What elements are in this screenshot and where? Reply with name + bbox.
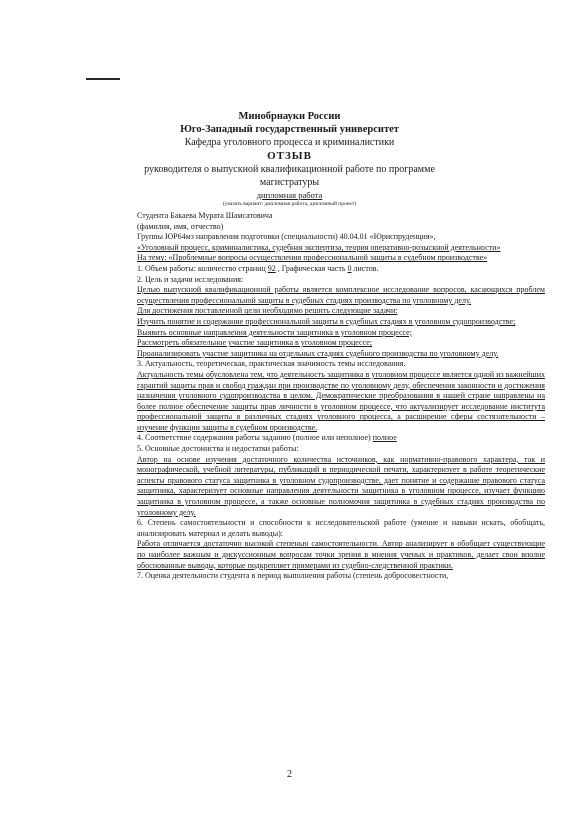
section-4-line [137,433,545,444]
group-line: Группы ЮР64мз направления подготовки (специальности) 40.04.01 «Юриспруденция», [137,232,436,242]
student-line: Студента Бакаева Мурата Шамсатовича [137,211,273,220]
task-1: Изучить понятие и содержание профессиональной защиты в судебных стадиях в уголовном судопроизводстве; [137,316,516,326]
degree-line: магистратуры [259,177,320,188]
topic-line: На тему: «Проблемные вопросы осуществления профессиональной защиты в судебном производстве» [137,253,488,263]
pages-value: 92 [267,263,276,273]
task-2: Выявить основные направления деятельности защитника в уголовном процессе; [137,327,412,337]
task-3: Рассмотреть обязательное участие защитника в уголовном процессе; [137,338,372,348]
section-7-title: 7. Оценка деятельности студента в период выполнения работы (степень добросовестности, [137,571,449,581]
university-heading: Юго-Западный государственный университет [180,124,399,135]
section-5-title: 5. Основные достоинства и недостатки работы: [137,444,299,454]
profile-line: «Уголовный процесс, криминалистика, судебная экспертиза, теория оперативно-розыскной деятельности» [137,242,501,252]
task-4: Проанализировать участие защитника на отдельных стадиях судебного производства по уголовному делу. [137,348,499,358]
review-body [137,211,545,582]
volume-line [137,264,545,275]
document-subtitle: руководителя о выпускной квалификационной работе по программе [144,164,435,175]
department-heading: Кафедра уголовного процесса и криминалистики [184,137,395,148]
tasks-intro: Для достижения поставленной цели необходимо решить следующие задачи: [137,306,398,316]
top-dash-mark [86,78,120,80]
volume-prefix: 1. Объем работы: количество страниц [137,263,268,273]
goal-text: Целью выпускной квалификационной работы является комплексное исследование вопросов, касающихся проблем осуществления профессиональной защиты в судебных стадиях производства по уголовному делу. [137,285,545,305]
work-type-hint: (указать вариант: дипломная работа, дипломный проект) [222,201,357,207]
merits-text: Автор на основе изучения достаточного количества источников, как нормативно-правового характера, так и монографической, учебной литературы, публикаций в периодической печати, характеризует в работе теоретические аспекты правового статуса защитника в уголовном судопроизводстве, дает понятие и содержание правового статуса защитника, характеризует основные направления деятельности защитника в уголовном процессе, изучает функцию защитника в уголовном процессе, а также основные полномочия защитника в судебных стадиях производства по уголовному делу. [137,454,545,517]
section-4-value: полное [372,433,397,443]
volume-suffix: листов. [351,263,379,273]
graphics-value: 0 [347,263,352,273]
volume-mid: , Графическая часть [275,263,348,273]
document-title: ОТЗЫВ [267,150,312,162]
section-6-title: 6. Степень самостоятельности и способности к исследовательской работе (умение и навыки искать, обобщать, анализировать материал и делать выводы): [137,518,545,538]
section-3-title: 3. Актуальность, теоретическая, практическая значимость темы исследования. [137,359,406,369]
work-type: дипломная работа [256,190,323,200]
section-4-text: 4. Соответствие содержания работы заданию (полное или неполное) [137,433,373,443]
relevance-text: Актуальность темы обусловлена тем, что деятельность защитника в уголовном процессе является одной из важнейших гарантий защиты прав и свобод граждан при производстве по уголовному делу, обеспечения законности и достижения назначения уголовного судопроизводства в целом. Демократические преобразования в нашей стране направлены на более полное обеспечение защиты прав личности в уголовном процессе, что актуализирует исследование института профессиональной защиты в различных стадиях уголовного процесса, а расширение сферы состязательности – изучение функции защиты в судебном производстве. [137,369,545,432]
ministry-heading: Минобрнауки России [238,111,341,122]
page-number: 2 [287,769,292,780]
section-2-title: 2. Цель и задачи исследования: [137,274,244,284]
student-hint: (фамилия, имя, отчество) [137,221,224,231]
independence-text: Работа отличается достаточно высокой степенью самостоятельности. Автор анализирует в обобщает существующие по наиболее важным и дискуссионным вопросам точки зрения в мнения ученых и практиков, делает свои вполне обоснованные выводы, которые подкрепляет примерами из судебно-следственной практики. [137,539,545,570]
